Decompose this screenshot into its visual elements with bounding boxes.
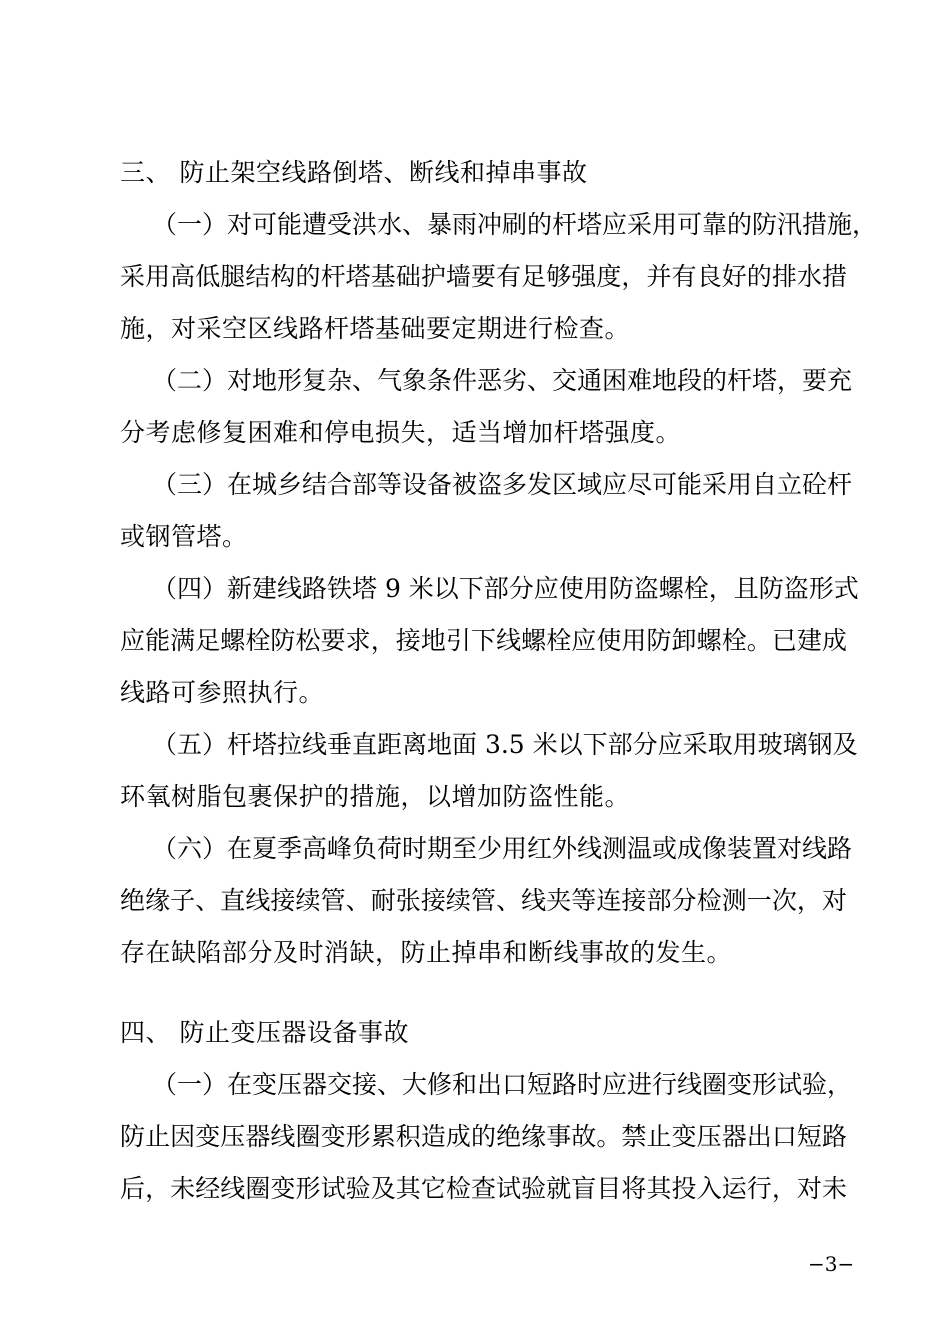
paragraph-line: （二）对地形复杂、气象条件恶劣、交通困难地段的杆塔，要充 xyxy=(152,366,853,395)
paragraph-line: 应能满足螺栓防松要求，接地引下线螺栓应使用防卸螺栓。已建成 xyxy=(120,626,847,655)
paragraph-line: 采用高低腿结构的杆塔基础护墙要有足够强度，并有良好的排水措 xyxy=(120,262,847,291)
paragraph-line: （三）在城乡结合部等设备被盗多发区域应尽可能采用自立砼杆 xyxy=(152,470,853,499)
paragraph-line: （五）杆塔拉线垂直距离地面 3.5 米以下部分应采取用玻璃钢及 xyxy=(152,730,858,759)
section-heading: 四、 防止变压器设备事故 xyxy=(120,1018,409,1047)
paragraph-line: 分考虑修复困难和停电损失，适当增加杆塔强度。 xyxy=(120,418,682,447)
paragraph-line: （四）新建线路铁塔 9 米以下部分应使用防盗螺栓，且防盗形式 xyxy=(152,574,859,603)
paragraph-line: 后，未经线圈变形试验及其它检查试验就盲目将其投入运行，对未 xyxy=(120,1174,847,1203)
page-number: −3− xyxy=(808,1252,855,1276)
paragraph-line: （一）在变压器交接、大修和出口短路时应进行线圈变形试验， xyxy=(152,1070,853,1099)
paragraph-line: 存在缺陷部分及时消缺，防止掉串和断线事故的发生。 xyxy=(120,938,733,967)
paragraph-line: 线路可参照执行。 xyxy=(120,678,325,707)
paragraph-line: （六）在夏季高峰负荷时期至少用红外线测温或成像装置对线路 xyxy=(152,834,853,863)
paragraph-line: 或钢管塔。 xyxy=(120,522,248,551)
paragraph-line: （一）对可能遭受洪水、暴雨冲刷的杆塔应采用可靠的防汛措施， xyxy=(152,210,878,239)
section-heading: 三、 防止架空线路倒塔、断线和掉串事故 xyxy=(120,158,588,187)
paragraph-line: 绝缘子、直线接续管、耐张接续管、线夹等连接部分检测一次，对 xyxy=(120,886,847,915)
paragraph-line: 防止因变压器线圈变形累积造成的绝缘事故。禁止变压器出口短路 xyxy=(120,1122,847,1151)
paragraph-line: 环氧树脂包裹保护的措施，以增加防盗性能。 xyxy=(120,782,631,811)
paragraph-line: 施，对采空区线路杆塔基础要定期进行检查。 xyxy=(120,314,631,343)
